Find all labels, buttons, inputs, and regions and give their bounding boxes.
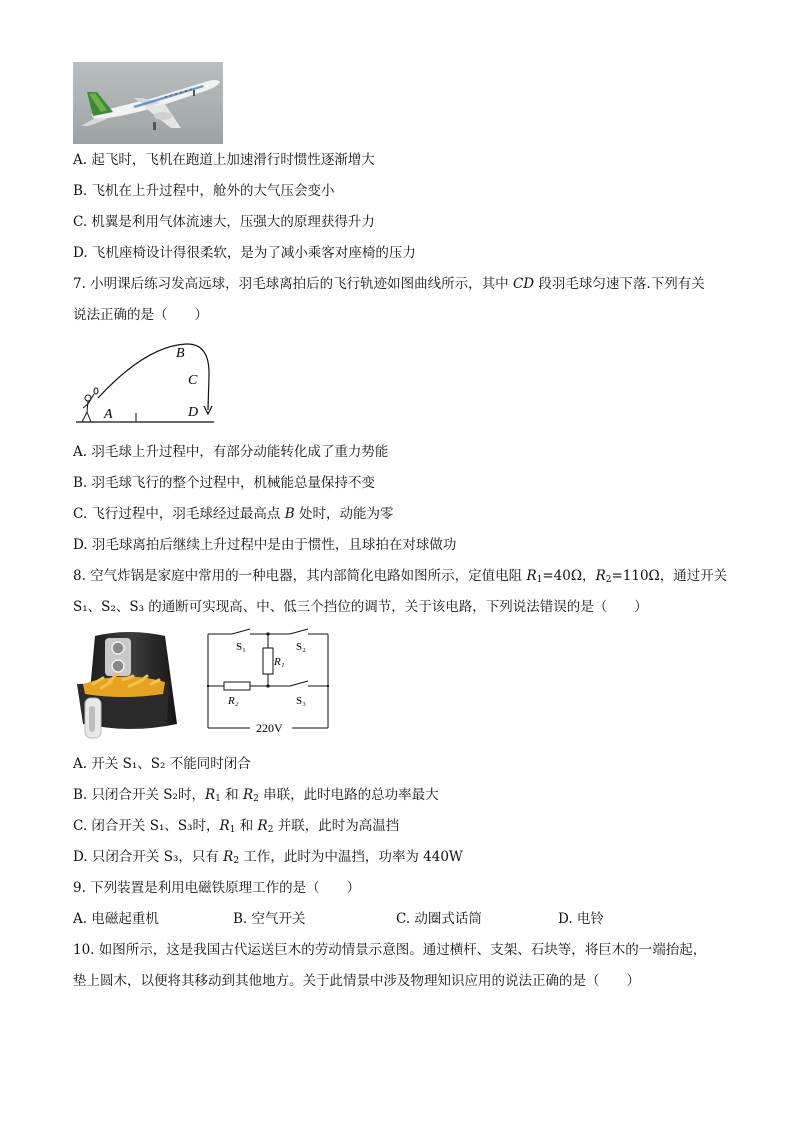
q8-stem-line2: S₁、S₂、S₃ 的通断可实现高、中、低三个挡位的调节，关于该电路，下列说法错误的是（ ） (73, 599, 648, 615)
label-s2: S₂ (296, 641, 306, 653)
q9-option-d: D. 电铃 (558, 911, 604, 927)
q6-option-b: B. 飞机在上升过程中，舱外的大气压会变小 (73, 183, 335, 199)
label-voltage: 220V (256, 721, 283, 735)
q10-stem-line2: 垫上圆木，以便将其移动到其他地方。关于此情景中涉及物理知识应用的说法正确的是（ ） (73, 973, 640, 989)
q7-option-d: D. 羽毛球离拍后继续上升过程中是由于惯性，且球拍在对球做功 (73, 537, 457, 553)
q10-stem-line1: 10. 如图所示，这是我国古代运送巨木的劳动情景示意图。通过横杆、支架、石块等，将巨木的一端抬起， (73, 942, 707, 958)
q9-option-b: B. 空气开关 (233, 911, 306, 927)
switch-s2 (290, 629, 308, 634)
q8-stem-line1: 8. 空气炸锅是家庭中常用的一种电器，其内部简化电路如图所示，定值电阻 $R_1=40\Omega$，$R_2=110\Omega$，通过开关 (73, 568, 728, 585)
air-fryer-image (73, 628, 185, 744)
circuit-diagram (206, 628, 332, 738)
q9-stem: 9. 下列装置是利用电磁铁原理工作的是（ ） (73, 880, 361, 896)
label-r1: R₁ (274, 656, 285, 668)
switch-s3 (290, 681, 308, 686)
q9-option-c: C. 动圈式话筒 (396, 911, 482, 927)
q8-option-a: A. 开关 S₁、S₂ 不能同时闭合 (73, 756, 251, 772)
label-a: A (104, 407, 113, 422)
q7-stem-line2: 说法正确的是（ ） (73, 307, 208, 323)
airplane-photo (73, 62, 223, 144)
label-s1: S₁ (236, 641, 246, 653)
label-s3: S₃ (296, 695, 306, 707)
q9-option-a: A. 电磁起重机 (73, 911, 159, 927)
label-d: D (188, 405, 199, 420)
q7-option-c: C. 飞行过程中，羽毛球经过最高点 B 处时，动能为零 (73, 506, 394, 522)
resistor-r2 (224, 682, 250, 690)
resistor-r1 (263, 648, 273, 674)
label-r2: R₂ (228, 695, 239, 707)
q8-option-d: D. 只闭合开关 S₃，只有 $R_2$ 工作，此时为中温挡，功率为 440W (73, 849, 463, 866)
q7-stem-line1: 7. 小明课后练习发高远球，羽毛球离拍后的飞行轨迹如图曲线所示，其中 CD 段羽毛球匀速下落.下列有关 (73, 276, 705, 292)
q7-option-b: B. 羽毛球飞行的整个过程中，机械能总量保持不变 (73, 475, 376, 491)
q8-option-b: B. 只闭合开关 S₂时，$R_1$ 和 $R_2$ 串联，此时电路的总功率最大 (73, 787, 439, 804)
q6-option-d: D. 飞机座椅设计得很柔软，是为了减小乘客对座椅的压力 (73, 245, 416, 261)
q6-option-c: C. 机翼是利用气体流速大，压强大的原理获得升力 (73, 214, 375, 230)
q8-option-c: C. 闭合开关 S₁、S₃时，$R_1$ 和 $R_2$ 并联，此时为高温挡 (73, 818, 400, 835)
player-figure (82, 388, 98, 422)
label-b: B (176, 346, 185, 361)
q6-option-a: A. 起飞时，飞机在跑道上加速滑行时惯性逐渐增大 (73, 152, 375, 168)
switch-s1 (232, 629, 250, 634)
badminton-trajectory-figure (76, 336, 216, 428)
label-c: C (188, 373, 198, 388)
q7-option-a: A. 羽毛球上升过程中，有部分动能转化成了重力势能 (73, 444, 389, 460)
